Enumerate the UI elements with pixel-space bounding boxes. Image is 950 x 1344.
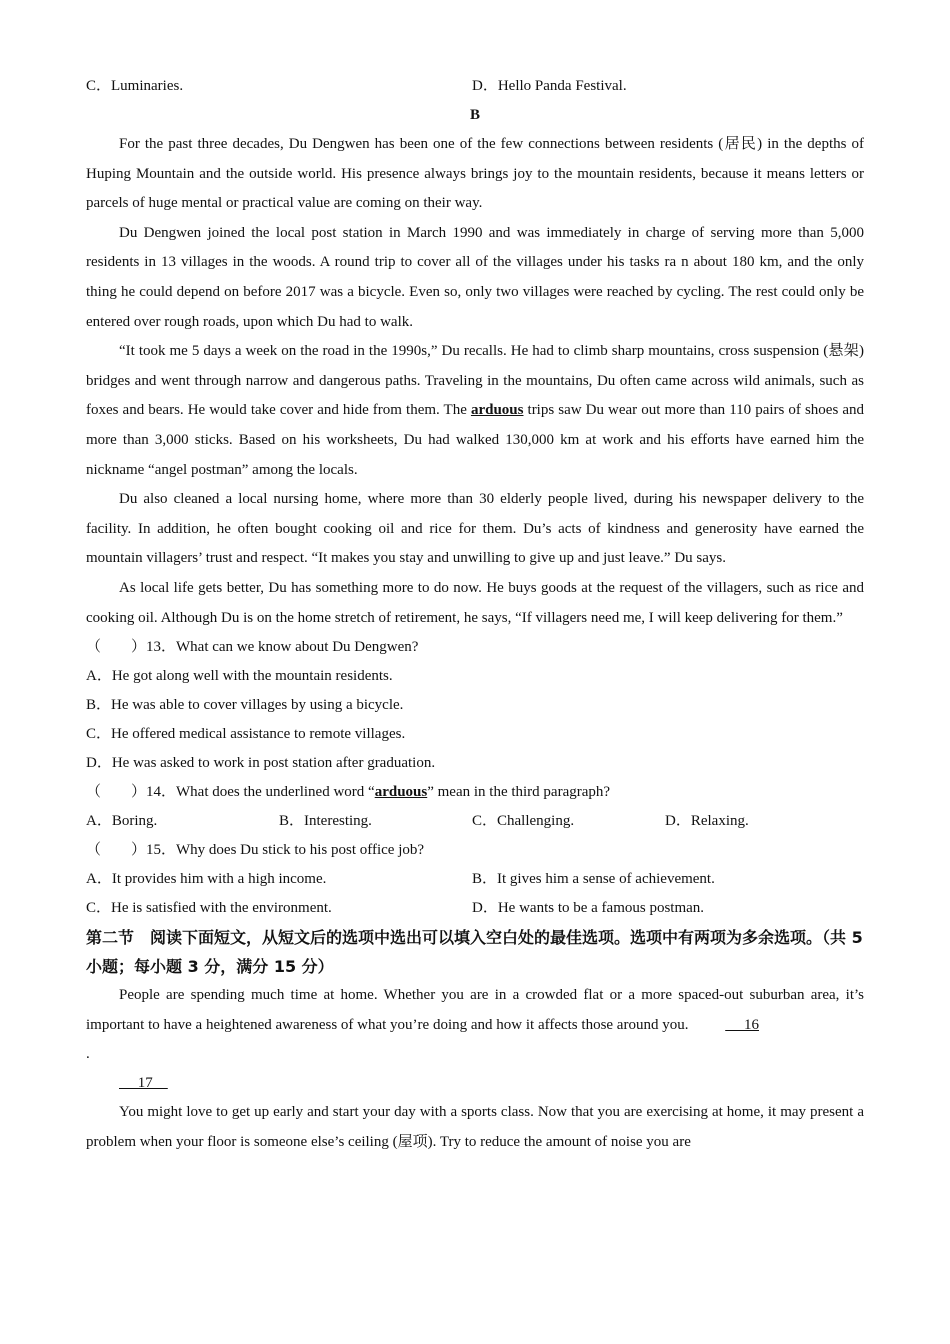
paragraph-5: As local life gets better, Du has something more to do now. He buys goods at the request of the villagers, such as rice and cooking oil. Although Du is on the home stretch of retirement, he says, “If villagers need me, I will keep delivering for them.” xyxy=(86,579,864,626)
question-14-word: arduous xyxy=(374,784,428,801)
q14-options-row xyxy=(86,807,864,836)
q15-option-c: C．He is satisfied with the environment. xyxy=(86,900,332,917)
q13-option-a: A．He got along well with the mountain residents. xyxy=(86,668,393,685)
q13-option-b: B．He was able to cover villages by using a bicycle. xyxy=(86,697,404,714)
question-15 xyxy=(86,836,864,865)
answer-paren[interactable]: （ ） xyxy=(86,784,147,801)
answer-paren[interactable]: （ ） xyxy=(86,639,147,656)
paragraph-3 xyxy=(86,337,864,485)
paragraph-3-part-b: trips saw Du wear out more than 110 pairs of shoes and more than 3,000 sticks. Based on his worksheets, Du had walked 130,000 km at work and his efforts have earned him the nickname “angel postman” among the locals. xyxy=(86,402,865,478)
option-d: D．Hello Panda Festival. xyxy=(472,78,627,94)
exam-page xyxy=(86,72,864,1157)
blank-16[interactable]: 16 xyxy=(725,1016,759,1033)
question-14-stem-b: ” mean in the third paragraph? xyxy=(427,784,611,801)
q14-option-b: B．Interesting. xyxy=(279,813,372,830)
question-13-stem: 13．What can we know about Du Dengwen? xyxy=(146,639,419,656)
paragraph-1: For the past three decades, Du Dengwen has been one of the few connections between residents (居民) in the depths of Huping Mountain and the outside world. His presence always brings joy to the mountain residents, because it means letters or parcels of huge mental or practical value are coming on their way. xyxy=(86,136,864,212)
q13-option-d: D．He was asked to work in post station after graduation. xyxy=(86,755,436,772)
blank-17[interactable]: 17 xyxy=(119,1075,168,1092)
q15-option-a: A．It provides him with a high income. xyxy=(86,871,327,888)
prev-options-row xyxy=(86,72,864,101)
option-c: C．Luminaries. xyxy=(86,78,184,94)
q15-option-b: B．It gives him a sense of achievement. xyxy=(472,871,715,888)
q15-options-row-1 xyxy=(86,865,864,894)
question-14-stem-a: 14．What does the underlined word “ xyxy=(146,784,375,801)
section-2-title: 第二节 阅读下面短文，从短文后的选项中选出可以填入空白处的最佳选项。选项中有两项为多余选项。（共 5 小题；每小题 3 分，满分 15 分） xyxy=(86,928,863,977)
q14-option-c: C．Challenging. xyxy=(472,813,575,830)
underlined-word: arduous xyxy=(470,402,524,419)
section-2-p1-text: People are spending much time at home. Whether you are in a crowded flat or a more spaced-out suburban area, it’s important to have a heightened awareness of what you’re doing and how it affects those around you. xyxy=(86,987,864,1033)
paragraph-4: Du also cleaned a local nursing home, where more than 30 elderly people lived, during his newspaper delivery to the facility. In addition, he often bought cooking oil and rice for them. Du’s acts of kindness and generosity have earned the mountain villagers’ trust and respect. “It makes you stay and unwilling to give up and just leave.” Du says. xyxy=(86,491,864,567)
blank-16-dot: . xyxy=(86,1046,90,1063)
answer-paren[interactable]: （ ） xyxy=(86,842,147,859)
q15-options-row-2 xyxy=(86,894,864,923)
question-15-stem: 15．Why does Du stick to his post office job? xyxy=(146,842,425,859)
question-14 xyxy=(86,778,864,807)
q14-option-a: A．Boring. xyxy=(86,813,158,830)
q14-option-d: D．Relaxing. xyxy=(665,813,749,830)
blank-17-line xyxy=(86,1069,864,1098)
q13-option-c: C．He offered medical assistance to remote villages. xyxy=(86,726,406,743)
question-13 xyxy=(86,633,864,662)
section-2-paragraph-1 xyxy=(86,981,864,1040)
q15-option-d: D．He wants to be a famous postman. xyxy=(472,900,705,917)
paragraph-3-part-a: “It took me 5 days a week on the road in the 1990s,” Du recalls. He had to climb sharp mountains, cross suspension (悬架) bridges and went through narrow and dangerous paths. Traveling in the mountains, Du often came across wild animals, such as foxes and bears. He would take cover and hide from them. The xyxy=(86,343,864,419)
paragraph-2: Du Dengwen joined the local post station in March 1990 and was immediately in charge of serving more than 5,000 residents in 13 villages in the woods. A round trip to cover all of the villages under his tasks ra n about 180 km, and the only thing he could depend on before 2017 was a bicycle. Even so, only two villages were reached by cycling. The rest could only be entered over rough roads, upon which Du had to walk. xyxy=(86,224,864,330)
passage-heading: B xyxy=(469,107,480,123)
section-2-paragraph-2: You might love to get up early and start your day with a sports class. Now that you are exercising at home, it may present a problem when your floor is someone else’s ceiling (屋项). Try to reduce the amount of noise you are xyxy=(86,1104,864,1150)
